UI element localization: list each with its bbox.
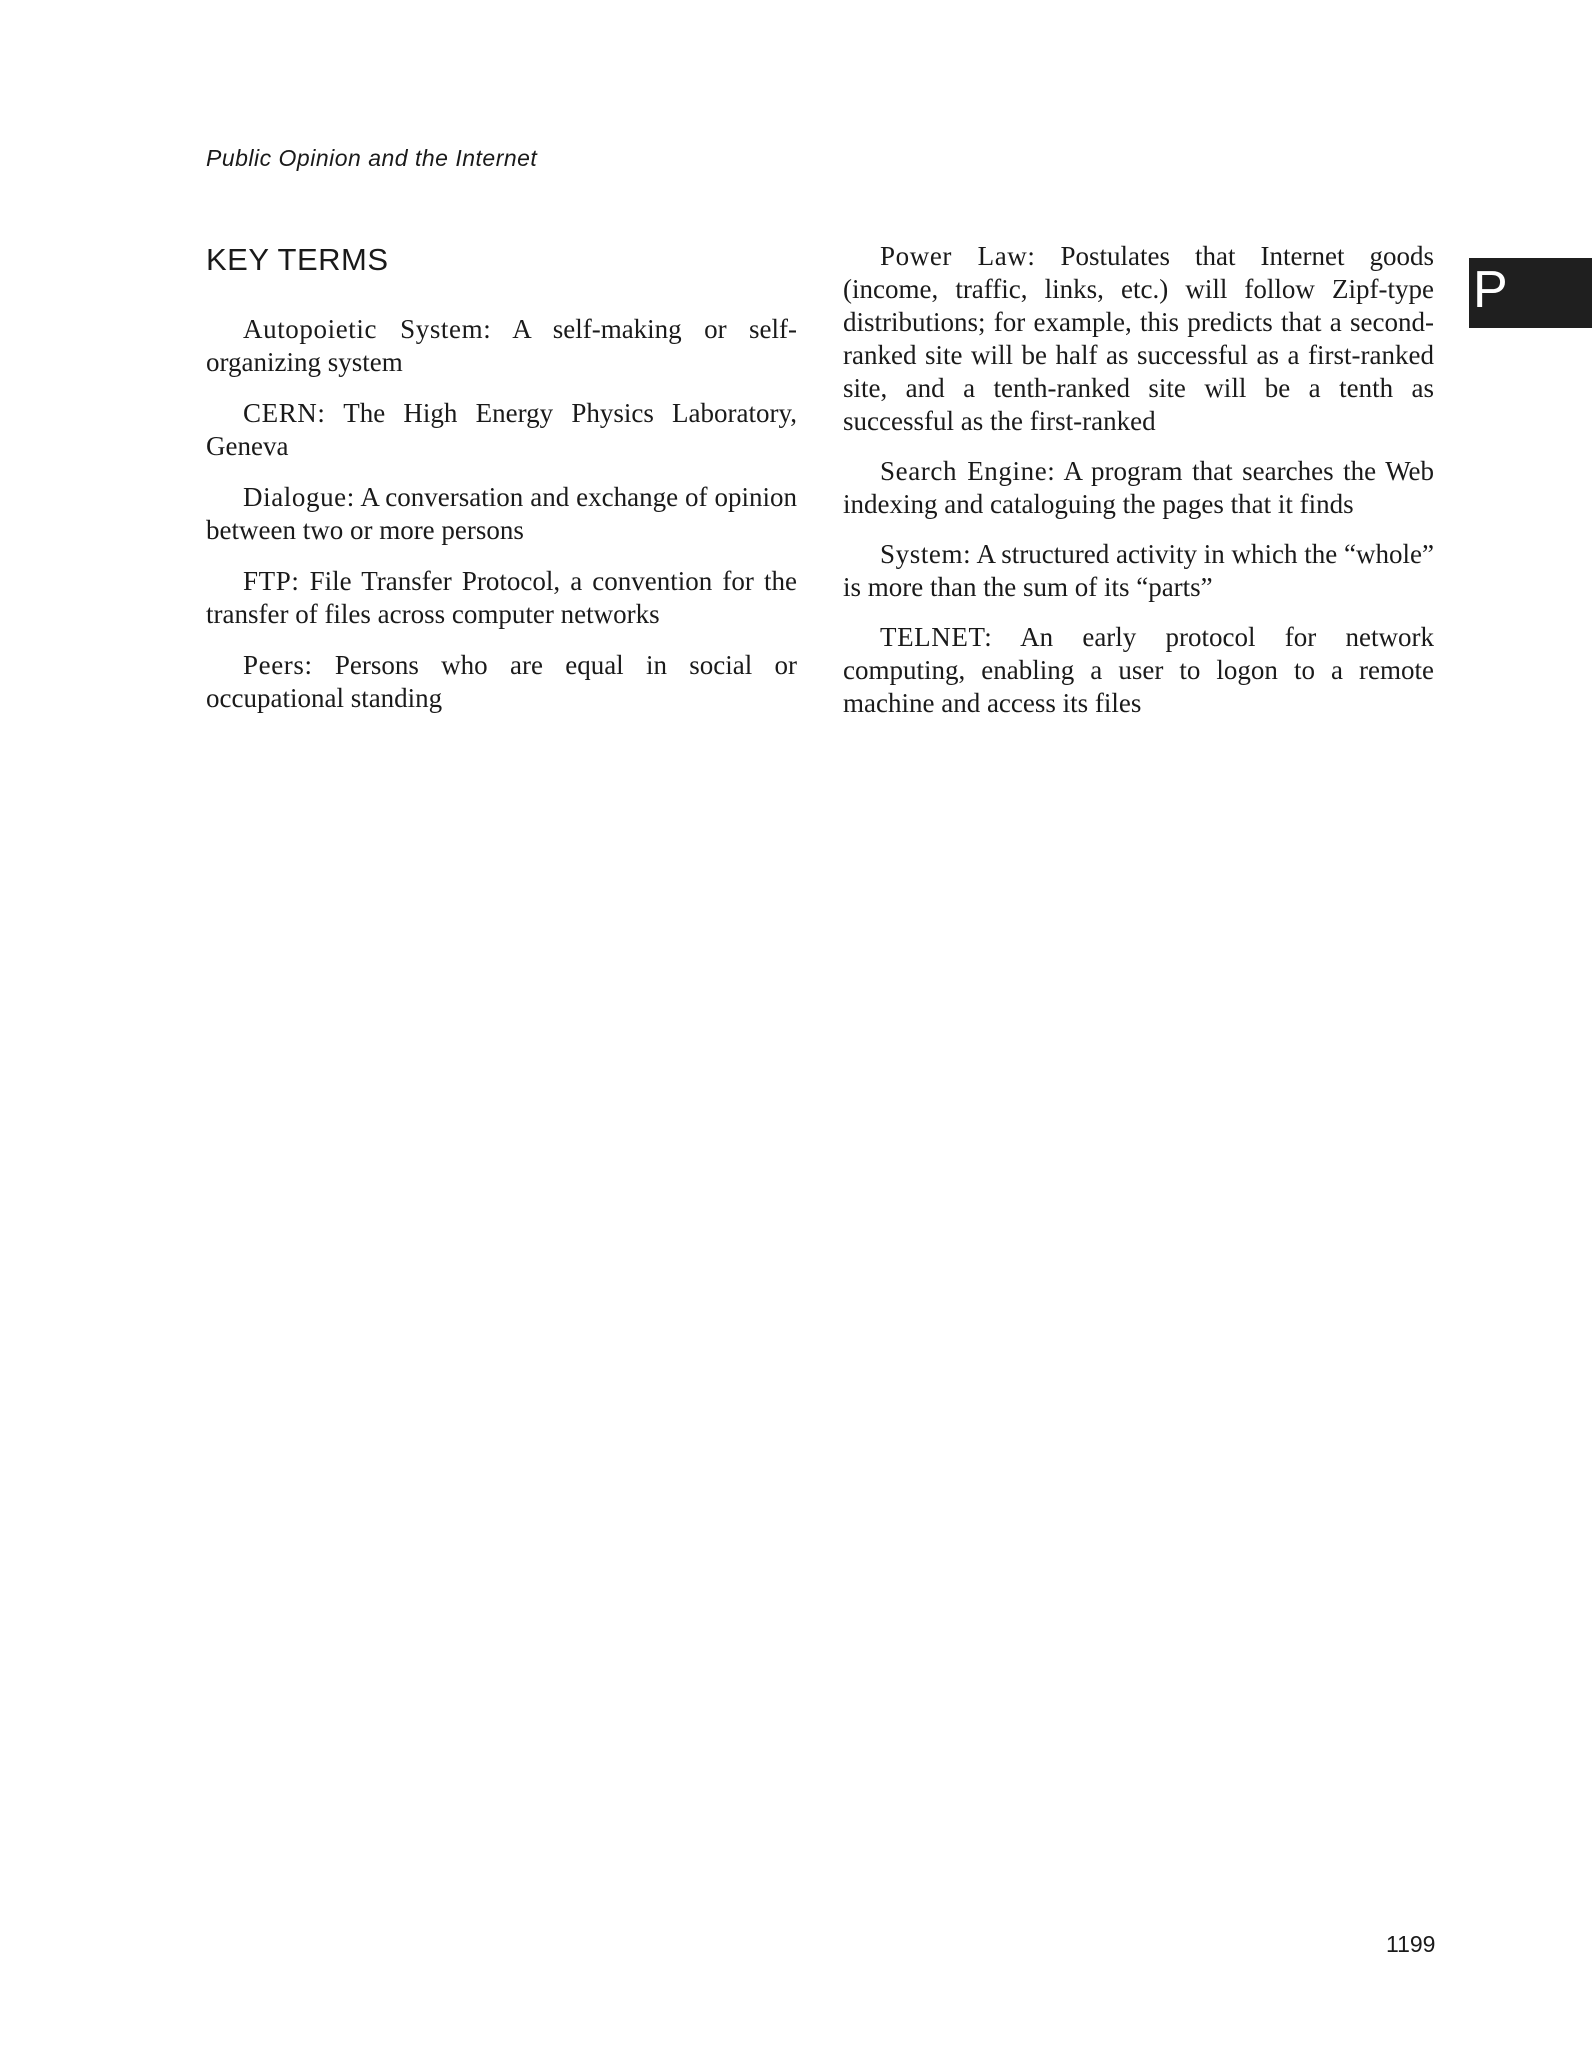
term-definition: A structured activity in which the “whole” is more than the sum of its “parts” [843,539,1434,602]
term-definition: An early protocol for network computing, enabling a user to logon to a remote machine and access its files [843,622,1434,718]
term-name: Peers: [243,650,313,680]
term-name: TELNET: [880,622,993,652]
term-entry [206,649,797,715]
term-definition: A conversation and exchange of opinion between two or more persons [206,482,797,545]
term-name: Search Engine: [880,456,1056,486]
term-name: System: [880,539,972,569]
term-definition: Persons who are equal in social or occupational standing [206,650,798,713]
term-entry [843,621,1434,720]
running-head: Public Opinion and the Internet [206,145,538,171]
left-column [206,240,797,733]
term-definition: The High Energy Physics Laboratory, Geneva [206,398,798,461]
term-entry [206,313,797,379]
term-entry [206,397,797,463]
term-entry [206,481,797,547]
term-name: Autopoietic System: [243,314,492,344]
right-column [843,240,1434,737]
section-tab [1469,258,1592,328]
term-definition: A self-making or self-organizing system [206,314,798,377]
term-name: CERN: [243,398,326,428]
term-entry [843,538,1434,604]
term-definition: File Transfer Protocol, a convention for the transfer of files across computer networks [206,566,797,629]
term-entry [843,240,1434,438]
term-definition: A program that searches the Web indexing and cataloguing the pages that it finds [843,456,1434,519]
section-tab-letter: P [1473,261,1508,319]
page-number: 1199 [1386,1931,1436,1957]
term-name: Dialogue: [243,482,355,512]
term-entry [843,455,1434,521]
term-name: FTP: [243,566,300,596]
term-definition: Postulates that Internet goods (income, traffic, links, etc.) will follow Zipf-type distributions; for example, this predicts that a second-ranked site will be half as successful as a first-ranked site, and a tenth-ranked site will be a tenth as successful as the first-ranked [843,241,1434,436]
section-heading: KEY TERMS [206,242,389,277]
term-name: Power Law: [880,241,1036,271]
term-entry [206,565,797,631]
